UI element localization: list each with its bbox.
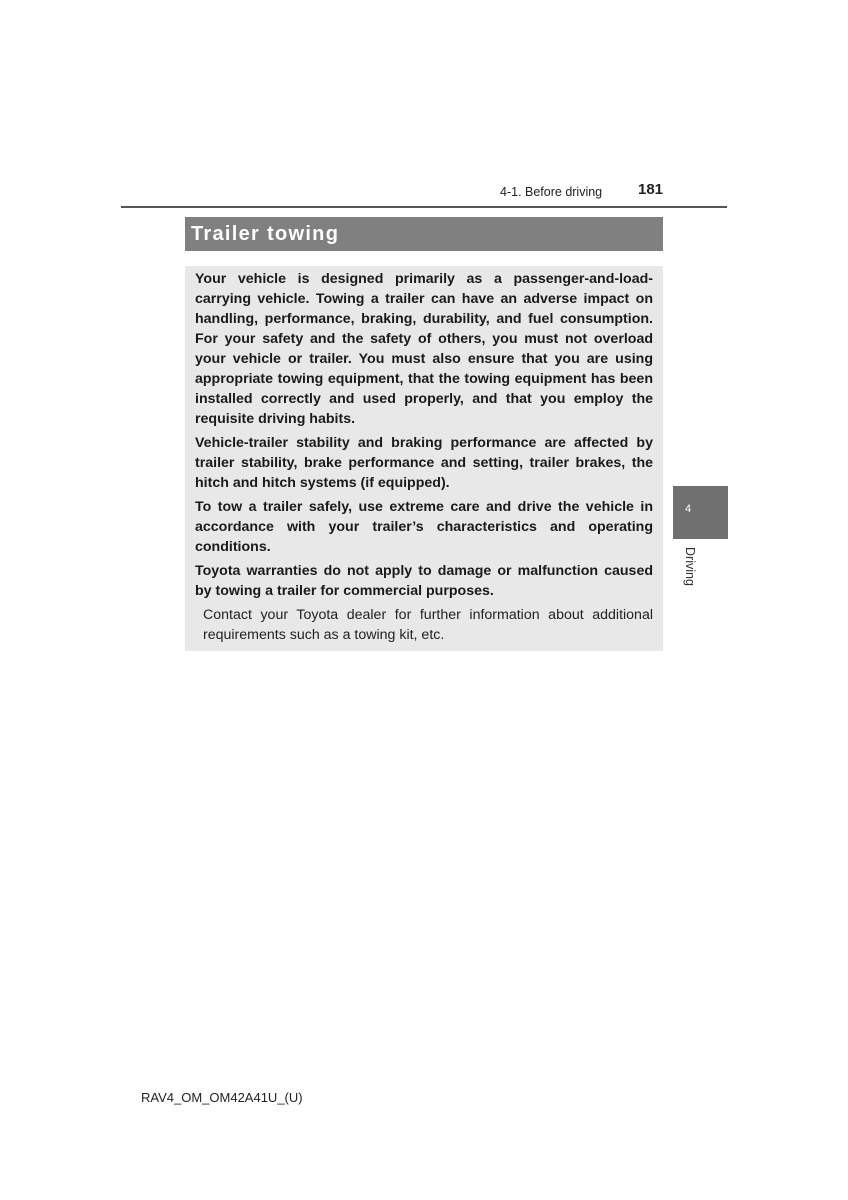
note-paragraph: Contact your Toyota dealer for further information about additional requirements such as a towing kit, etc. bbox=[203, 607, 653, 643]
header-section-title: 4-1. Before driving bbox=[500, 185, 603, 199]
chapter-number: 4 bbox=[685, 503, 692, 515]
document-code: RAV4_OM_OM42A41U_(U) bbox=[141, 1090, 303, 1105]
chapter-label: Driving bbox=[683, 547, 697, 586]
content-box bbox=[185, 266, 663, 651]
chapter-tab[interactable] bbox=[673, 486, 728, 539]
paragraph-3: To tow a trailer safely, use extreme care and drive the vehicle in accordance with your trailer’s characteristics and operating conditions. bbox=[195, 499, 653, 555]
paragraph-2: Vehicle-trailer stability and braking performance are affected by trailer stability, brake performance and setting, trailer brakes, the hitch and hitch systems (if equipped). bbox=[195, 435, 653, 491]
section-title: Trailer towing bbox=[191, 222, 340, 245]
section-title-bar bbox=[185, 217, 663, 251]
header-divider bbox=[121, 206, 727, 208]
page-number: 181 bbox=[638, 181, 664, 198]
paragraph-4: Toyota warranties do not apply to damage or malfunction caused by towing a trailer for commercial purposes. bbox=[195, 563, 653, 599]
paragraph-1: Your vehicle is designed primarily as a passenger-and-load-carrying vehicle. Towing a trailer can have an adverse impact on handling, performance, braking, durability, and fuel consumption. For your safety and the safety of others, you must not overload your vehicle or trailer. You must also ensure that you are using appropriate towing equipment, that the towing equipment has been installed correctly and used properly, and that you employ the requisite driving habits. bbox=[195, 271, 653, 427]
